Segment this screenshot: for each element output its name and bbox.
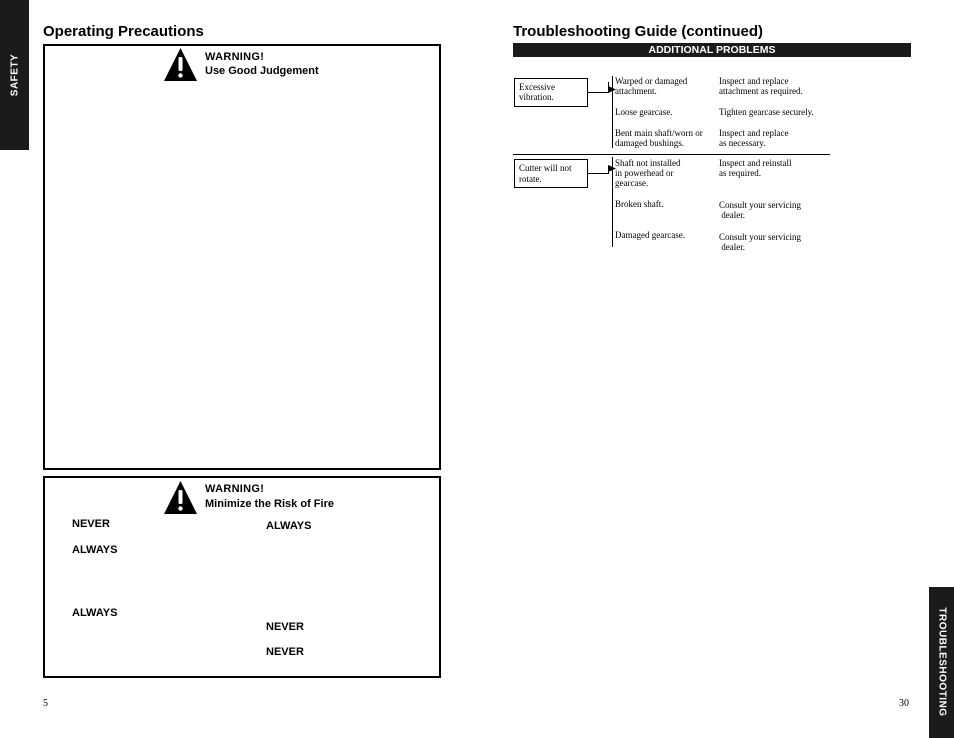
page-title-operating-precautions: Operating Precautions — [43, 23, 204, 40]
keyword-always: ALWAYS — [266, 520, 312, 532]
remedy-text: attachment as required. — [719, 86, 803, 96]
cause-bracket-line — [612, 157, 613, 247]
warning-subtitle: Use Good Judgement — [205, 65, 319, 77]
connector-line — [588, 173, 608, 174]
warning-subtitle: Minimize the Risk of Fire — [205, 498, 334, 510]
troubleshooting-tab-label: TROUBLESHOOTING — [936, 607, 947, 717]
cause-text: Loose gearcase. — [615, 107, 673, 117]
symptom-box — [514, 159, 588, 188]
safety-tab-label: SAFETY — [9, 53, 20, 97]
troubleshooting-side-tab — [929, 587, 954, 738]
page-number-right: 30 — [899, 698, 909, 709]
symptom-line: Excessive — [519, 82, 555, 92]
cause-text: attachment. — [615, 86, 657, 96]
cause-text: Broken shaft. — [615, 199, 664, 209]
cause-text: gearcase. — [615, 178, 649, 188]
remedy-text: as necessary. — [719, 138, 766, 148]
cause-text: Shaft not installed — [615, 158, 681, 168]
remedy-text: Tighten gearcase securely. — [719, 107, 814, 117]
symptom-line: vibration. — [519, 92, 554, 102]
cause-bracket-line — [612, 76, 613, 148]
keyword-never: NEVER — [266, 646, 304, 658]
remedy-text: as required. — [719, 168, 761, 178]
cause-text: Warped or damaged — [615, 76, 688, 86]
remedy-text: dealer. — [719, 210, 745, 220]
warning-box-fire-risk — [43, 476, 441, 678]
page-title-troubleshooting: Troubleshooting Guide (continued) — [513, 23, 763, 40]
warning-label: WARNING! — [205, 51, 265, 63]
warning-label: WARNING! — [205, 483, 265, 495]
symptom-line: rotate. — [519, 174, 542, 184]
warning-triangle-icon — [163, 480, 198, 515]
warning-box-good-judgement — [43, 44, 441, 470]
keyword-always: ALWAYS — [72, 544, 118, 556]
safety-side-tab — [0, 0, 29, 150]
cause-text: Damaged gearcase. — [615, 230, 685, 240]
cause-text: in powerhead or — [615, 168, 674, 178]
warning-triangle-icon — [163, 47, 198, 82]
row-divider — [513, 154, 830, 155]
remedy-text: dealer. — [719, 242, 745, 252]
remedy-text: Consult your servicing — [719, 200, 801, 210]
symptom-line: Cutter will not — [519, 163, 572, 173]
remedy-text: Inspect and reinstall — [719, 158, 792, 168]
remedy-text: Consult your servicing — [719, 232, 801, 242]
remedy-text: Inspect and replace — [719, 128, 789, 138]
remedy-text: Inspect and replace — [719, 76, 789, 86]
keyword-never: NEVER — [72, 518, 110, 530]
cause-text: Bent main shaft/worn or — [615, 128, 703, 138]
keyword-never: NEVER — [266, 621, 304, 633]
symptom-box — [514, 78, 588, 107]
connector-line — [588, 92, 608, 93]
keyword-always: ALWAYS — [72, 607, 118, 619]
cause-text: damaged bushings. — [615, 138, 684, 148]
section-bar-additional-problems: ADDITIONAL PROBLEMS — [513, 43, 911, 57]
page-number-left: 5 — [43, 698, 48, 709]
